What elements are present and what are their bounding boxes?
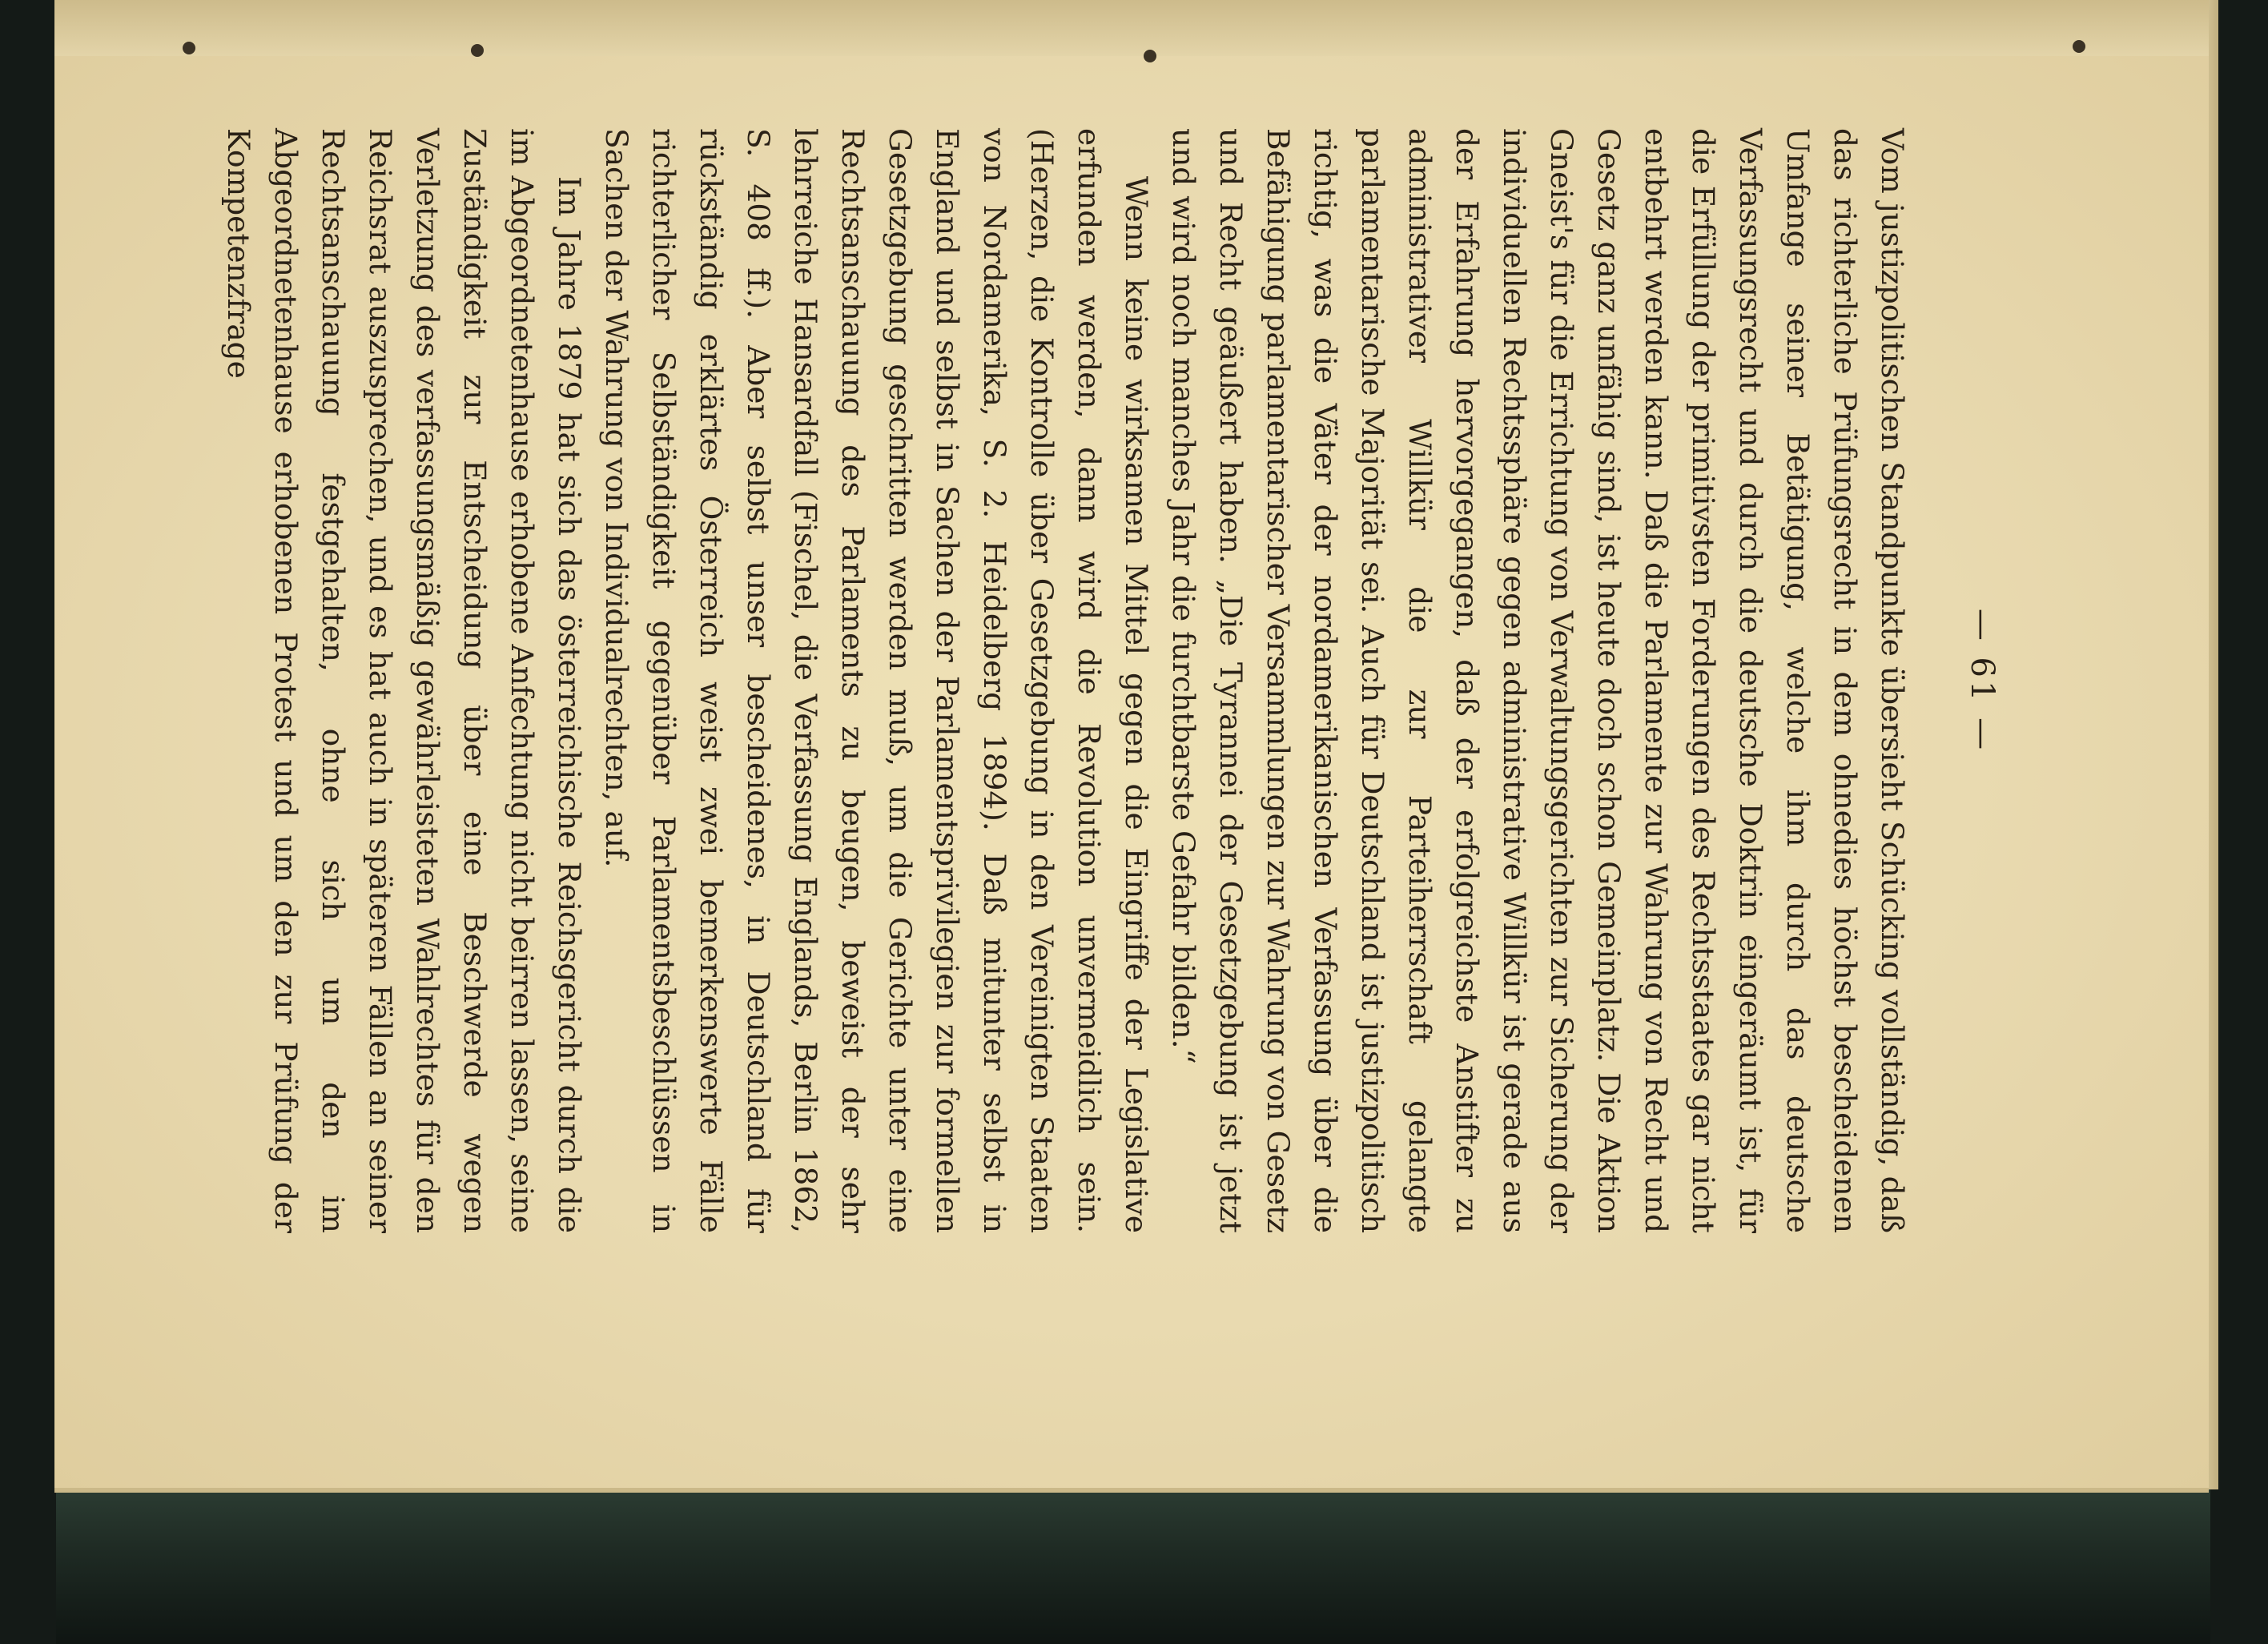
page-number: — 61 — (1964, 608, 2001, 754)
rotated-text-block (221, 128, 2001, 1233)
book-cover-edge (56, 1485, 2210, 1644)
paragraph-3: Im Jahre 1879 hat sich das österreichische Reichsgericht durch die im Abgeordnetenhause erhobene Anfechtung nicht beirren lassen, seine Zuständigkeit zur Entscheidung über eine Beschwerde wegen Verletzung des verfassungsmäßig gewährleisteten Wahlrechtes für den Reichsrat auszusprechen, und es hat auch in späteren Fällen an seiner Rechtsanschauung festgehalten, ohne sich um den im Abgeordnetenhause erhobenen Protest und um den zur Prüfung der Kompetenzfrage (221, 128, 587, 1233)
binding-stitch-hole (183, 42, 195, 54)
binding-stitch-hole (2073, 40, 2085, 53)
binding-stitch-hole (471, 44, 484, 57)
binding-gutter (54, 0, 2209, 56)
binding-stitch-hole (1144, 50, 1156, 62)
book-page (54, 0, 2209, 1493)
paragraph-2: Wenn keine wirksamen Mittel gegen die Eingriffe der Legislative erfunden werden, dann wird die Revolution unvermeidlich sein. (Herzen, die Kontrolle über Gesetzgebung in den Vereinigten Staaten von Nordamerika, S. 2. Heidelberg 1894). Daß mitunter selbst in England und selbst in Sachen der Parlamentsprivilegien zur formellen Gesetzgebung geschritten werden muß, um die Gerichte unter eine Rechtsanschauung des Parlaments zu beugen, beweist der sehr lehrreiche Hansardfall (Fischel, die Verfassung Englands, Berlin 1862, S. 408 ff.). Aber selbst unser bescheidenes, in Deutschland für rückständig erklärtes Österreich weist zwei bemerkenswerte Fälle richterlicher Selbständigkeit gegenüber Parlamentsbeschlüssen in Sachen der Wahrung von Individualrechten, auf. (599, 128, 1154, 1233)
paragraph-1: Vom justizpolitischen Standpunkte übersieht Schücking vollständig, daß das richterliche Prüfungsrecht in dem ohnedies höchst bescheidenen Umfange seiner Betätigung, welche ihm durch das deutsche Verfassungsrecht und durch die deutsche Doktrin eingeräumt ist, für die Erfüllung der primitivsten Forderungen des Rechtsstaates gar nicht entbehrt werden kann. Daß die Parlamente zur Wahrung von Recht und Gesetz ganz unfähig sind, ist heute doch schon Gemeinplatz. Die Aktion Gneist's für die Errichtung von Verwaltungsgerichten zur Sicherung der individuellen Rechtssphäre gegen administrative Willkür ist gerade aus der Erfahrung hervorgegangen, daß der erfolgreichste Anstifter zu administrativer Willkür die zur Parteiherrschaft gelangte parlamentarische Majorität sei. Auch für Deutschland ist justizpolitisch richtig, was die Väter der nordamerikanischen Verfassung über die Befähigung parlamentarischer Versammlungen zur Wahrung von Gesetz und Recht geäußert haben. „Die Tyrannei der Gesetzgebung ist jetzt und wird noch manches Jahr die furchtbarste Gefahr bilden.“ (1166, 128, 1910, 1233)
